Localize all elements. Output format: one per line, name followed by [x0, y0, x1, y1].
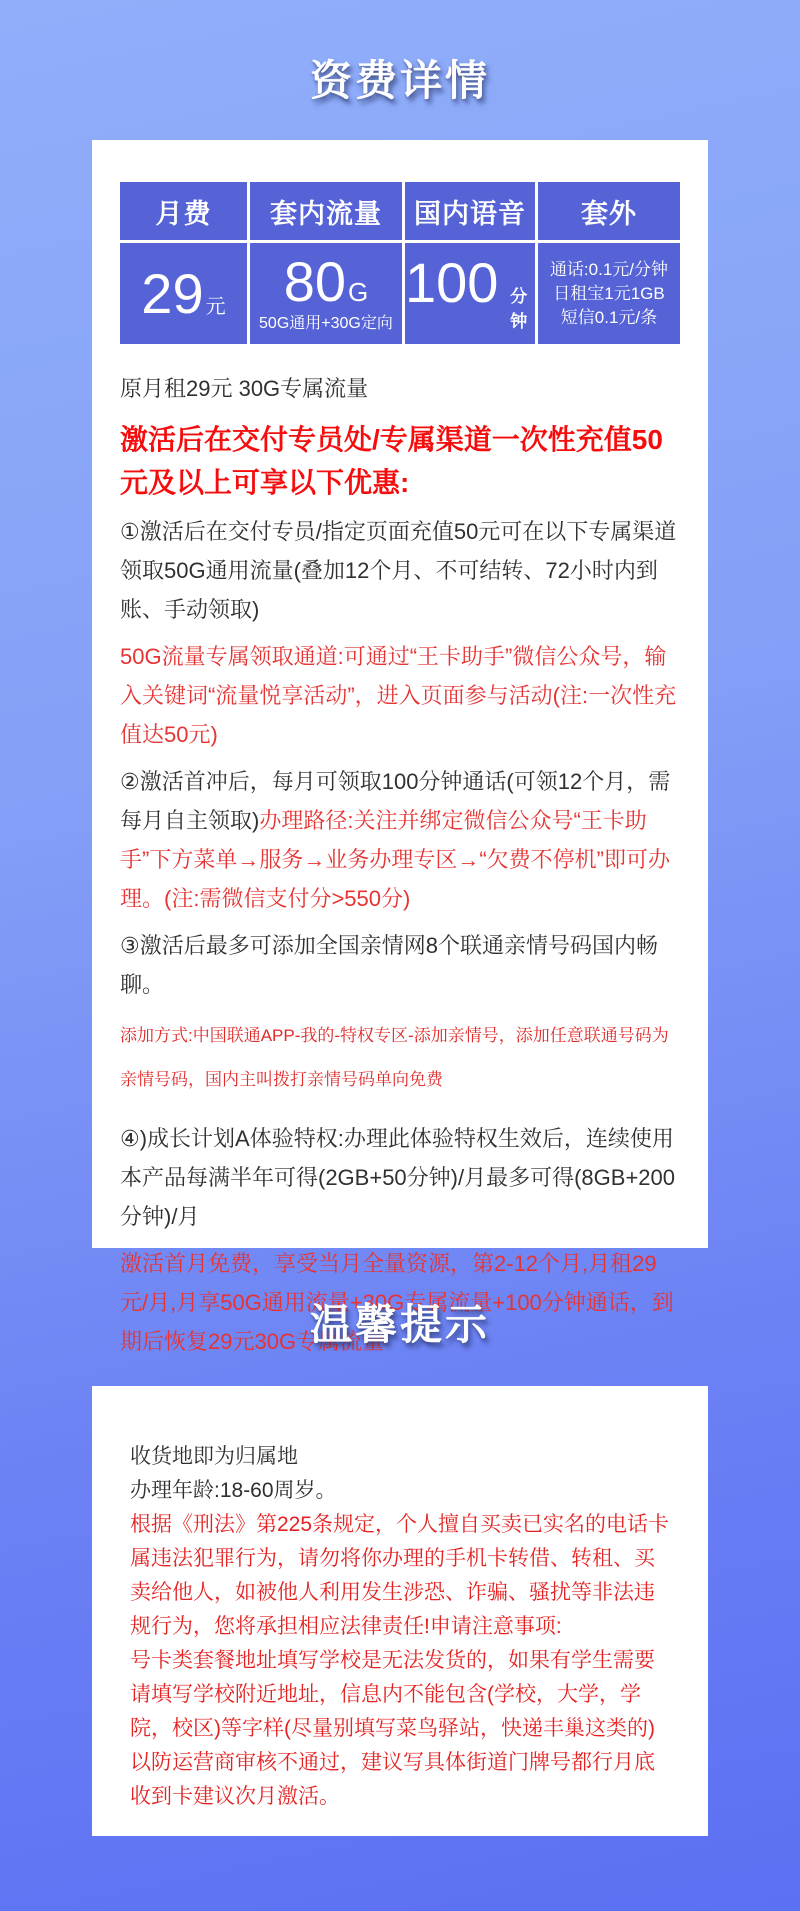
data-unit: G: [347, 276, 369, 307]
paragraph-original-plan: 原月租29元 30G专属流量: [120, 376, 369, 401]
voice-unit: 分钟: [510, 287, 528, 331]
tip-law: 根据《刑法》第225条规定，个人擅自买卖已实名的电话卡属违法犯罪行为，请勿将你办理的手机卡转借、转租、买卖给他人，如被他人利用发生涉恐、诈骗、骚扰等非法违规行为，您将承担相应法律责任!申请注意事项:: [130, 1513, 670, 1638]
tip-delivery: 收货地即为归属地: [130, 1445, 298, 1468]
cell-included-data: [250, 243, 402, 344]
extra-line-sms: 短信0.1元/条: [560, 307, 658, 327]
paragraph-first-month: 激活首月免费，享受当月全量资源，第2-12个月,月租29元/月,月享50G通用流量+30G专属流量+100分钟通话，到期后恢复29元30G专属流量: [120, 1251, 674, 1354]
paragraph-item1: ①激活后在交付专员/指定页面充值50元可在以下专属渠道领取50G通用流量(叠加12个月、不可结转、72小时内到账、手动领取): [120, 519, 677, 622]
monthly-fee-value: 29: [141, 261, 204, 325]
paragraph-item4: ④)成长计划A体验特权:办理此体验特权生效后，连续使用本产品每满半年可得(2GB+50分钟)/月最多可得(8GB+200分钟)/月: [120, 1126, 676, 1229]
header-included-data: 套内流量: [250, 182, 402, 240]
tips-card: [92, 1386, 708, 1836]
tip-address: 号卡类套餐地址填写学校是无法发货的，如果有学生需要请填写学校附近地址，信息内不能包含(学校，大学，学院，校区)等字样(尽量别填写菜鸟驿站，快递丰巢这类的)以防运营商审核不通过，建议写具体街道门牌号都行月底收到卡建议次月激活。: [130, 1649, 655, 1808]
monthly-fee-unit: 元: [205, 295, 226, 318]
paragraph-item3: ③激活后最多可添加全国亲情网8个联通亲情号码国内畅聊。: [120, 933, 658, 997]
tips-section-title: 温馨提示: [309, 1301, 490, 1348]
data-detail: 50G通用+30G定向: [259, 314, 393, 332]
paragraph-channel: 50G流量专属领取通道:可通过“王卡助手”微信公众号，输入关键词“流量悦享活动”，进入页面参与活动(注:一次性充值达50元): [120, 644, 677, 747]
data-value: 80: [283, 249, 346, 313]
tip-age: 办理年龄:18-60周岁。: [130, 1479, 337, 1502]
header-domestic-voice: 国内语音: [405, 182, 535, 240]
voice-value: 100: [405, 251, 499, 314]
header-monthly-fee: 月费: [120, 182, 247, 240]
extra-line-daily-data: 日租宝1元1GB: [553, 283, 665, 303]
paragraph-promo-heading: 激活后在交付专员处/专属渠道一次性充值50元及以上可享以下优惠:: [120, 424, 663, 498]
paragraph-item3-note: 添加方式:中国联通APP-我的-特权专区-添加亲情号，添加任意联通号码为亲情号码，国内主叫拨打亲情号码单向免费: [120, 1026, 669, 1089]
tariff-section-title: 资费详情: [309, 57, 490, 104]
extra-line-call: 通话:0.1元/分钟: [549, 259, 669, 279]
header-out-of-plan: 套外: [538, 182, 680, 240]
paragraph-item2-red: 办理路径:关注并绑定微信公众号“王卡助手”下方菜单→服务→业务办理专区→“欠费不停机”即可办理。(注:需微信支付分>550分): [120, 808, 670, 911]
paragraph-item2: [120, 762, 680, 918]
cell-out-of-plan: [538, 243, 680, 344]
plan-table: [120, 182, 680, 344]
cell-monthly-fee: [120, 243, 247, 344]
cell-domestic-voice: [405, 243, 535, 344]
paragraph-item2-black: ②激活首冲后，每月可领取100分钟通话(可领12个月，需每月自主领取): [120, 769, 671, 833]
